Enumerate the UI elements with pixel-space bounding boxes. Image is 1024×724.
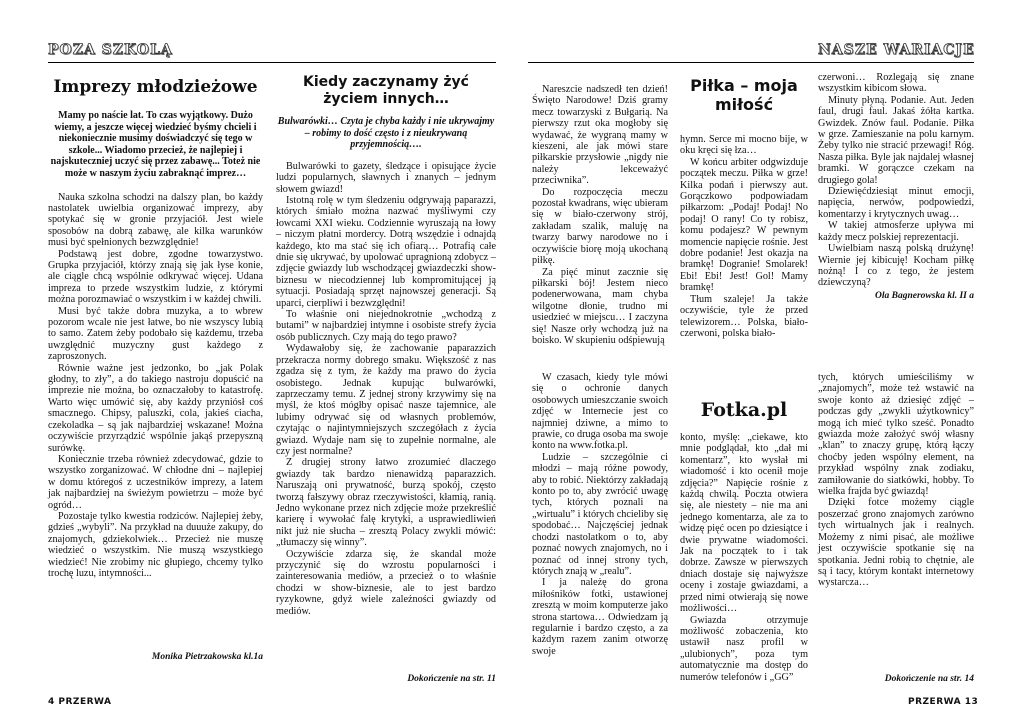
article-pilka-col2 bbox=[680, 134, 808, 339]
article-lead: Bulwarówki… Czyta je chyba każdy i nie ukrywajmy – robimy to dość często i z nieukrywaną przyjemnością…. bbox=[277, 116, 495, 151]
paragraph: czerwoni… Rozlegają się znane wszystkim kibicom słowa. bbox=[818, 72, 974, 95]
paragraph: W czasach, kiedy tyle mówi się o ochronie danych osobowych umieszczanie swoich zdjęć w Internecie jest co najmniej dziwne, a mimo to prawie, co druga osoba ma swoje konto na www.fotka.pl. bbox=[532, 372, 668, 452]
paragraph: konto, myślę: „ciekawe, kto mnie podglądał, kto „dał mi komentarz”, kto wysłał mi wiadomość i kto ocenił moje zdjęcia?” Napięcie rośnie z każdą chwilą. Poczta otwiera się, ale niestety – nie ma ani jednego komentarza, ale za to widzę pięć ocen po dziesiątce i dwie prywatne wiadomości. Jak na początek to i tak dobrze. Zawsze w pierwszych dniach dostaje się najwyższe oceny i zostaje gwiazdami, a przed nimi otwierają się nowe możliwości… bbox=[680, 432, 808, 615]
paragraph: To właśnie oni niejednokrotnie „wchodzą z butami” w najbardziej intymne i osobiste strefy życia osób publicznych. Czy mają do tego prawo? bbox=[276, 309, 496, 343]
paragraph: Dzięki fotce możemy ciągle poszerzać grono znajomych zarówno tych wirtualnych jak i realnych. Możemy z nimi pisać, ale możliwe jest oczywiście spotkanie się na spotkania. Jedni robią to chętnie, ale są i tacy, którym kontakt internetowy wystarcza… bbox=[818, 497, 974, 589]
paragraph: Dziewięćdziesiąt minut emocji, napięcia, nerwów, podpowiedzi, komentarzy i krytycznych uwag… bbox=[818, 186, 974, 220]
article-bulwarowki bbox=[276, 70, 496, 617]
section-title-right: NASZE WARIACJE bbox=[818, 42, 975, 58]
header-rule-right bbox=[528, 62, 974, 63]
continuation-note: Dokończenie na str. 11 bbox=[407, 674, 496, 684]
paragraph: Gwiazda otrzymuje możliwość zobaczenia, kto ustawił nasz profil w „ulubionych”, poza tym automatycznie ma dostęp do numerów telefonów i „GG” bbox=[680, 614, 808, 683]
section-title-left: POZA SZKOLĄ bbox=[48, 42, 173, 58]
article-fotka-col1 bbox=[532, 372, 668, 657]
signature: Monika Pietrzakowska kl.1a bbox=[151, 652, 263, 662]
article-title-pilka: Piłka – moja miłość bbox=[690, 76, 798, 114]
paragraph: Koniecznie trzeba również zdecydować, gdzie to wszystko zorganizować. W chłodne dni – najlepiej w domu któregoś z uczestników imprezy, a latem jak najbardziej na świeżym powietrzu – może być ogród… bbox=[48, 453, 263, 511]
paragraph: Oczywiście zdarza się, że skandal może przyczynić się do wzrostu popularności i zainteresowania mediów, a przecież o to właśnie chodzi w show-biznesie, ale to jest bardzo ryzykowne, gdyż wiele zależności gwiazdy od mediów. bbox=[276, 548, 496, 617]
paragraph: Za pięć minut zacznie się piłkarski bój! Jestem nieco podenerwowana, mam chyba wilgotne dłonie, trudno mi usiedzieć w miejscu… I zaczyna się! Nasze orły wchodzą już na boisko. W skupieniu odśpiewują bbox=[532, 266, 668, 346]
article-fotka-col3 bbox=[818, 372, 974, 589]
signature: Ola Bagnerowska kl. II a bbox=[875, 290, 974, 301]
article-pilka-col3 bbox=[818, 72, 974, 302]
paragraph: Musi być także dobra muzyka, a to wbrew pozorom wcale nie jest łatwe, bo nie wszyscy lubią to samo. Zatem żeby podobało się każdemu, trzeba uwzględnić muzyczny gust każdego z zaproszonych. bbox=[48, 305, 263, 363]
header-rule-left bbox=[48, 62, 496, 63]
paragraph: Nauka szkolna schodzi na dalszy plan, bo każdy nastolatek uwielbia organizować imprezy, aby spotykać się w gronie przyjaciół. Jest wiele sposobów na dobrą zabawę, ale kilka warunków musi być spełnionych bezwzględnie! bbox=[48, 191, 263, 249]
article-title: Imprezy młodzieżowe bbox=[53, 77, 258, 97]
paragraph: Tłum szaleje! Ja także oczywiście, tyle że przed telewizorem… Polska, biało-czerwoni, polska biało- bbox=[680, 293, 808, 339]
paragraph: hymn. Serce mi mocno bije, w oku kręci się łza… bbox=[680, 134, 808, 157]
article-lead: Mamy po naście lat. To czas wyjątkowy. Dużo wiemy, a jeszcze więcej wiedzieć byśmy chcieli i niekoniecznie musimy doświadczyć się tego w szkole... Wiadomo przecież, że najlepiej i najskuteczniej uczyć się przez zabawę... Toteż nie może w naszym życiu zabraknąć imprez… bbox=[50, 110, 261, 179]
paragraph: Ludzie – szczególnie ci młodzi – mają różne powody, aby to robić. Niektórzy zakładają konto po to, aby zwrócić uwagę tych, których poznali na „wirtualu” i których chcieliby się spodobać… Najczęściej jednak chodzi nastolatkom o to, aby poznać nowych znajomych, no i poznać od innej strony tych, których znają w „realu”. bbox=[532, 451, 668, 577]
continuation-note: Dokończenie na str. 14 bbox=[884, 674, 974, 684]
page-number-right: PRZERWA 13 bbox=[908, 697, 979, 707]
paragraph: Pozostaje tylko kwestia rodziców. Najlepiej żeby, gdzieś „wybyli”. Na przykład na duuuże zakupy, do znajomych, gdziekolwiek… Przecież nie muszę wiedzieć o wszystkim. Nie muszą wszystkiego wiedzieć! Nie zrobimy nic głupiego, chcemy tylko trochę luzu, intymności... bbox=[48, 510, 263, 579]
paragraph: W takiej atmosferze upływa mi każdy mecz polskiej reprezentacji. bbox=[818, 220, 974, 243]
paragraph: Istotną rolę w tym śledzeniu odgrywają paparazzi, których śmiało można nazwać myśliwymi czy łowcami XXI wieku. Codziennie wyruszają na łowy – niczym płatni mordercy. Dotrą wszędzie i odnajdą każdego, kto ma stać się ich ofiarą… Potrafią całe dnie się ukrywać, by upolować upragnioną zdobycz – zdjęcie gwiazdy lub wschodzącej gwiazdeczki show-biznesu w niecodziennej lub kompromitującej ją sytuacji. Posiadają sprzęt najnowszej generacji. Są uparci, cierpliwi i bezwzględni! bbox=[276, 195, 496, 309]
paragraph: Nareszcie nadszedł ten dzień! Święto Narodowe! Dziś gramy mecz towarzyski z Bułgarią. Na pierwszy rzut oka mogłoby się wydawać, że wygraną mamy w kieszeni, ale jak mówi stare piłkarskie przysłowie „nigdy nie należy lekceważyć przeciwnika”. bbox=[532, 84, 668, 187]
paragraph: Równie ważne jest jedzonko, bo „jak Polak głodny, to zły”, a do takiego nastroju dopuścić na imprezie nie można, bo oznaczałoby to katastrofę. Warto więc umówić się, aby każdy przyniósł coś smacznego. Chipsy, paluszki, cola, jakieś ciacha, czekoladka – są jak najbardziej wskazane! Można oczywiście przyrządzić wspólnie jakąś przepyszną surówkę. bbox=[48, 362, 263, 454]
article-title-fotka: Fotka.pl bbox=[700, 399, 788, 421]
paragraph: Z drugiej strony łatwo zrozumieć dlaczego gwiazdy tak bardzo nienawidzą paparazzich. Naruszają oni prywatność, burzą spokój, często tworzą fałszywy obraz rzeczywistości, kłamią, ranią. Jedno wykonane przez nich zdjęcie może przekreślić karierę i wywołać falę krytyki, a usprawiedliwień nikt już nie słucha – zresztą Polacy zwykli mówić: „tłumaczy się winny”. bbox=[276, 457, 496, 549]
article-fotka-col2 bbox=[680, 432, 808, 683]
paragraph: Bulwarówki to gazety, śledzące i opisujące życie ludzi popularnych, sławnych i znanych – jednym słowem gwiazd! bbox=[276, 160, 496, 195]
paragraph: tych, których umieściliśmy w „znajomych”, może też wstawić na swoje konto aż dziesięć zdjęć – podczas gdy „zwykli użytkownicy” mogą ich mieć tylko sześć. Ponadto gwiazda może założyć swój własny „klan” to znaczy grupę, którą łączy choćby jeden wspólny element, na przykład wspólny znak zodiaku, zamiłowanie do siatkówki, hobby. To wielka frajda być gwiazdą! bbox=[818, 372, 974, 498]
paragraph: I ja należę do grona miłośników fotki, ustawionej zresztą w moim komputerze jako strona startowa… Odwiedzam ją regularnie i bardzo często, a za każdym razem zanim otworzę swoje bbox=[532, 577, 668, 657]
paragraph: W końcu arbiter odgwizduje początek meczu. Piłka w grze! Kilka podań i pierwszy aut. Gorączkowo podpowiadam piłkarzom: „Podaj! Podaj! No podaj! O rany! Co ty robisz, komu podajesz? W pewnym momencie napięcie rośnie. Jest dobre podanie! Jest okazja na bramkę! Dogranie! Smolarek! Ebi! Ebi! Jest! Gol! Mamy bramkę! bbox=[680, 156, 808, 294]
paragraph: Uwielbiam naszą polską drużynę! Wiernie jej kibicuję! Kocham piłkę nożną! I co z tego, że jestem dziewczyną? bbox=[818, 243, 974, 289]
paragraph: Wydawałoby się, że zachowanie paparazzich przekracza normy dobrego smaku. Większość z nas zgadza się z tym, że każdy ma prawo do życia osobistego. Jednak kupując bulwarówki, zaprzeczamy temu. Z jednej strony krzywimy się na myśl, że ktoś mógłby opisać nasze tajemnice, ale lubimy odrywać się od własnych problemów, czytając o najintymniejszych szczegółach z życia gwiazd. Wydaje nam się to zupełnie normalne, ale czy jest normalne? bbox=[276, 343, 496, 457]
article-imprezy bbox=[48, 70, 263, 579]
page-number-left: 4 PRZERWA bbox=[48, 697, 112, 707]
paragraph: Do rozpoczęcia meczu pozostał kwadrans, więc ubieram się w biało-czerwony strój, zakładam szalik, maluję na twarzy barwy narodowe no i oczywiście biorę moją ukochaną piłkę. bbox=[532, 186, 668, 267]
article-title: Kiedy zaczynamy żyć życiem innych… bbox=[303, 74, 469, 107]
paragraph: Minuty płyną. Podanie. Aut. Jeden faul, drugi faul. Jakaś żółta kartka. Gwizdek. Znów faul. Podanie. Piłka w grze. Zamieszanie na polu karnym. Żeby tylko nie stracić przewagi! Róg. Nasza piłka. Byle jak najdalej własnej bramki. W gorączce czekam na drugiego gola! bbox=[818, 94, 974, 186]
article-pilka-col1 bbox=[532, 84, 668, 346]
paragraph: Podstawą jest dobre, zgodne towarzystwo. Grupka przyjaciół, którzy znają się jak łyse konie, ale ciągle chcą wspólnie odkrywać więcej. Udana impreza to przede wszystkim ludzie, z którymi można porozmawiać o wszystkim i w każdej chwili. bbox=[48, 248, 263, 306]
